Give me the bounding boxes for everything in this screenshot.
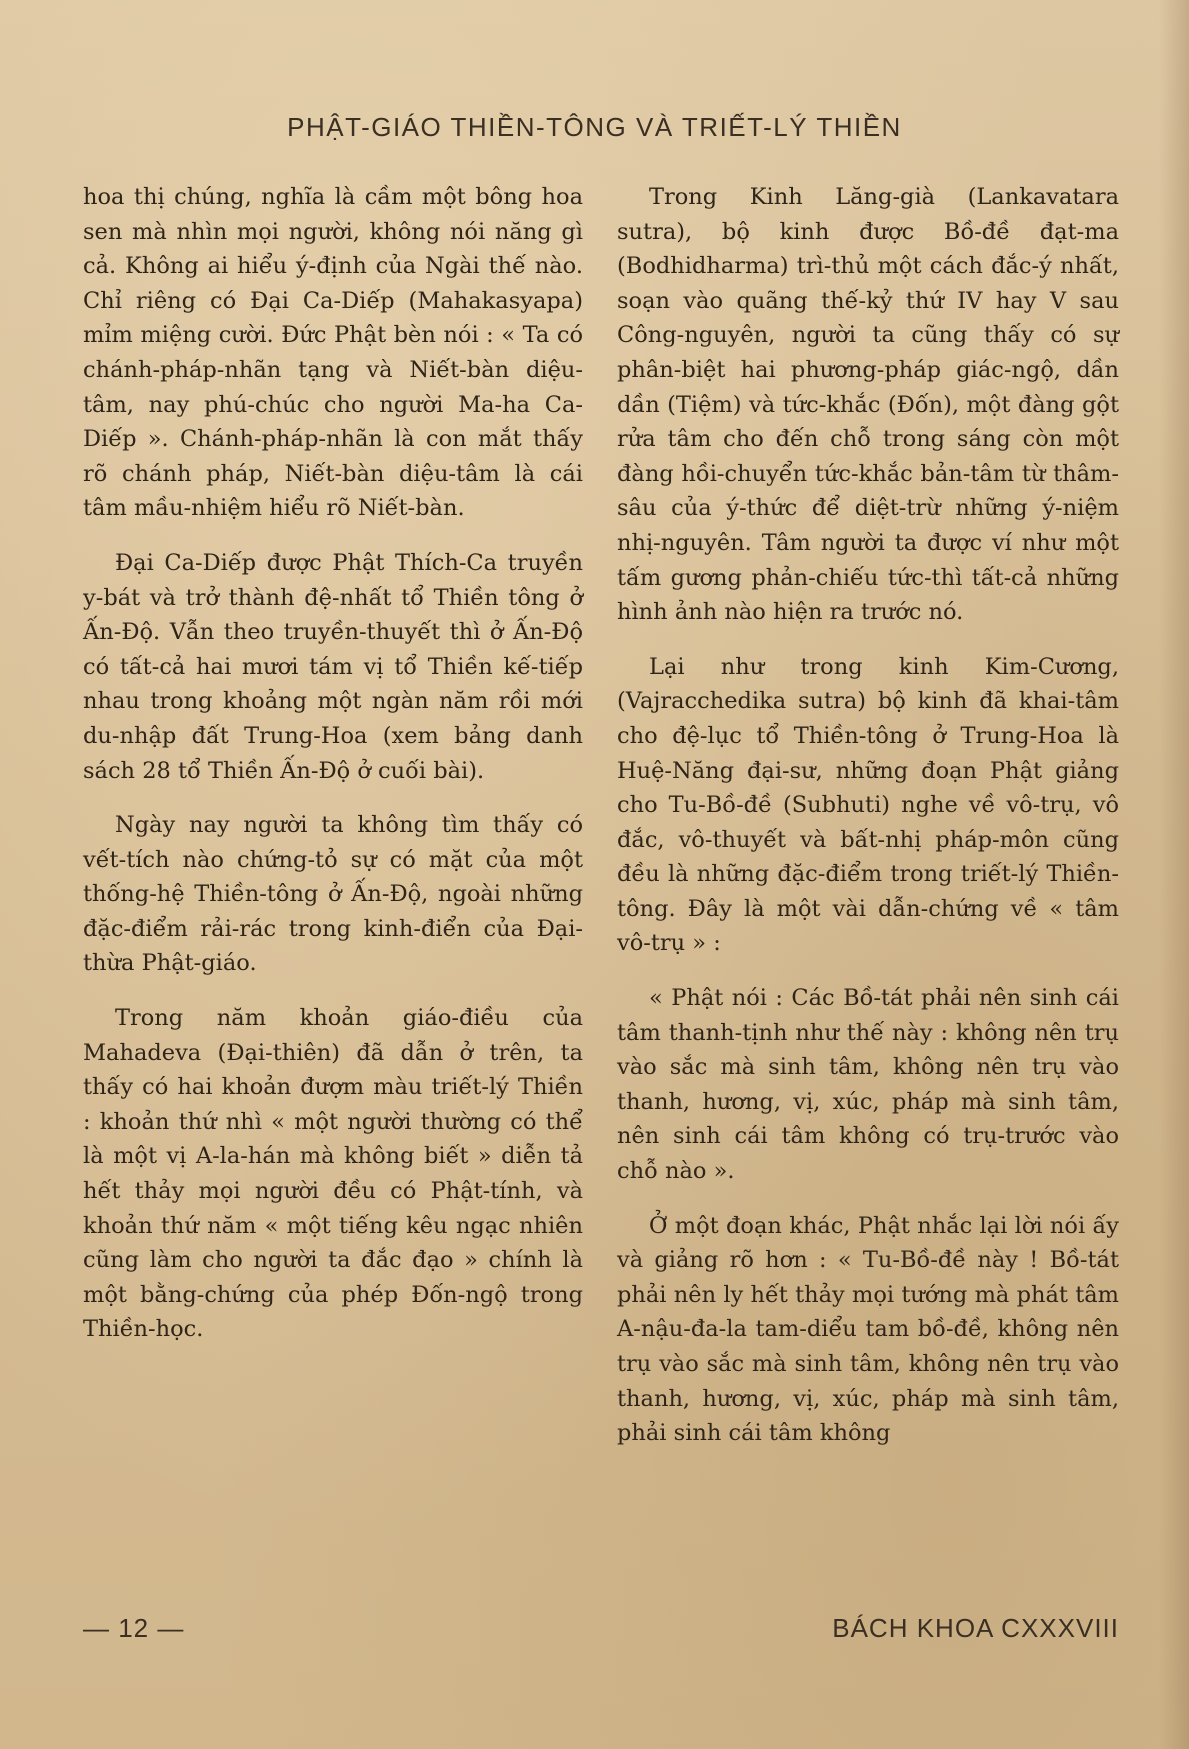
right-paragraph-4: Ở một đoạn khác, Phật nhắc lại lời nói ấy và giảng rõ hơn : « Tu-Bồ-đề này ! Bồ-tát phải nên ly hết thảy mọi tướng mà phát tâm A-nậu-đa-la tam-diểu tam bồ-đề, không nên trụ vào sắc mà sinh tâm, không nên trụ vào thanh, hương, vị, xúc, pháp mà sinh tâm, phải sinh cái tâm không	[617, 1212, 1119, 1447]
left-paragraph-3: Ngày nay người ta không tìm thấy có vết-tích nào chứng-tỏ sự có mặt của một thống-hệ Thiền-tông ở Ấn-Độ, ngoài những đặc-điểm rải-rác trong kinh-điển của Đại-thừa Phật-giáo.	[83, 812, 583, 977]
left-paragraph-1: hoa thị chúng, nghĩa là cầm một bông hoa sen mà nhìn mọi người, không nói năng gì cả. Không ai hiểu ý-định của Ngài thế nào. Chỉ riêng có Đại Ca-Diếp (Mahakasyapa) mỉm miệng cười. Đức Phật bèn nói : « Ta có chánh-pháp-nhãn tạng và Niết-bàn diệu-tâm, nay phú-chúc cho người Ma-ha Ca-Diếp ». Chánh-pháp-nhãn là con mắt thấy rõ chánh pháp, Niết-bàn diệu-tâm là cái tâm mầu-nhiệm hiểu rõ Niết-bàn.	[83, 184, 583, 522]
page-edge-shadow	[1159, 0, 1189, 1749]
right-paragraph-2: Lại như trong kinh Kim-Cương, (Vajracchedika sutra) bộ kinh đã khai-tâm cho đệ-lục tổ Thiền-tông ở Trung-Hoa là Huệ-Năng đại-sư, những đoạn Phật giảng cho Tu-Bồ-đề (Subhuti) nghe về vô-trụ, vô đắc, vô-thuyết và bất-nhị pháp-môn cũng đều là những đặc-điểm trong triết-lý Thiền-tông. Đây là một vài dẫn-chứng về « tâm vô-trụ » :	[617, 653, 1119, 957]
right-paragraph-3: « Phật nói : Các Bồ-tát phải nên sinh cái tâm thanh-tịnh như thế này : không nên trụ vào sắc mà sinh tâm, không nên trụ vào thanh, hương, vị, xúc, pháp mà sinh tâm, nên sinh cái tâm không có trụ-trước vào chỗ nào ».	[617, 985, 1119, 1185]
left-paragraph-4: Trong năm khoản giáo-điều của Mahadeva (Đại-thiên) đã dẫn ở trên, ta thấy có hai khoản đượm màu triết-lý Thiền : khoản thứ nhì « một người thường có thể là một vị A-la-hán mà không biết » diễn tả hết thảy mọi người đều có Phật-tính, và khoản thứ năm « một tiếng kêu ngạc nhiên cũng làm cho người ta đắc đạo » chính là một bằng-chứng của phép Đốn-ngộ trong Thiền-học.	[83, 1005, 583, 1343]
running-head-title: PHẬT-GIÁO THIỀN-TÔNG VÀ TRIẾT-LÝ THIỀN	[287, 112, 902, 142]
left-paragraph-2: Đại Ca-Diếp được Phật Thích-Ca truyền y-bát và trở thành đệ-nhất tổ Thiền tông ở Ấn-Độ. Vẫn theo truyền-thuyết thì ở Ấn-Độ có tất-cả hai mươi tám vị tổ Thiền kế-tiếp nhau trong khoảng một ngàn năm rồi mới du-nhập đất Trung-Hoa (xem bảng danh sách 28 tổ Thiền Ấn-Độ ở cuối bài).	[83, 549, 583, 784]
left-column	[83, 180, 583, 1367]
right-paragraph-1: Trong Kinh Lăng-già (Lankavatara sutra), bộ kinh được Bồ-đề đạt-ma (Bodhidharma) trì-thủ một cách đắc-ý nhất, soạn vào quãng thế-kỷ thứ IV hay V sau Công-nguyên, người ta cũng thấy có sự phân-biệt hai phương-pháp giác-ngộ, dần dần (Tiệm) và tức-khắc (Đốn), một đàng gột rửa tâm cho đến chỗ trong sáng còn một đàng hồi-chuyển tức-khắc bản-tâm từ thâm-sâu của ý-thức để diệt-trừ những ý-niệm nhị-nguyên. Tâm người ta được ví như một tấm gương phản-chiếu tức-thì tất-cả những hình ảnh nào hiện ra trước nó.	[617, 184, 1119, 626]
publication-name: BÁCH KHOA CXXXVIII	[832, 1613, 1119, 1643]
page-number: — 12 —	[83, 1613, 185, 1643]
right-column	[617, 180, 1119, 1471]
